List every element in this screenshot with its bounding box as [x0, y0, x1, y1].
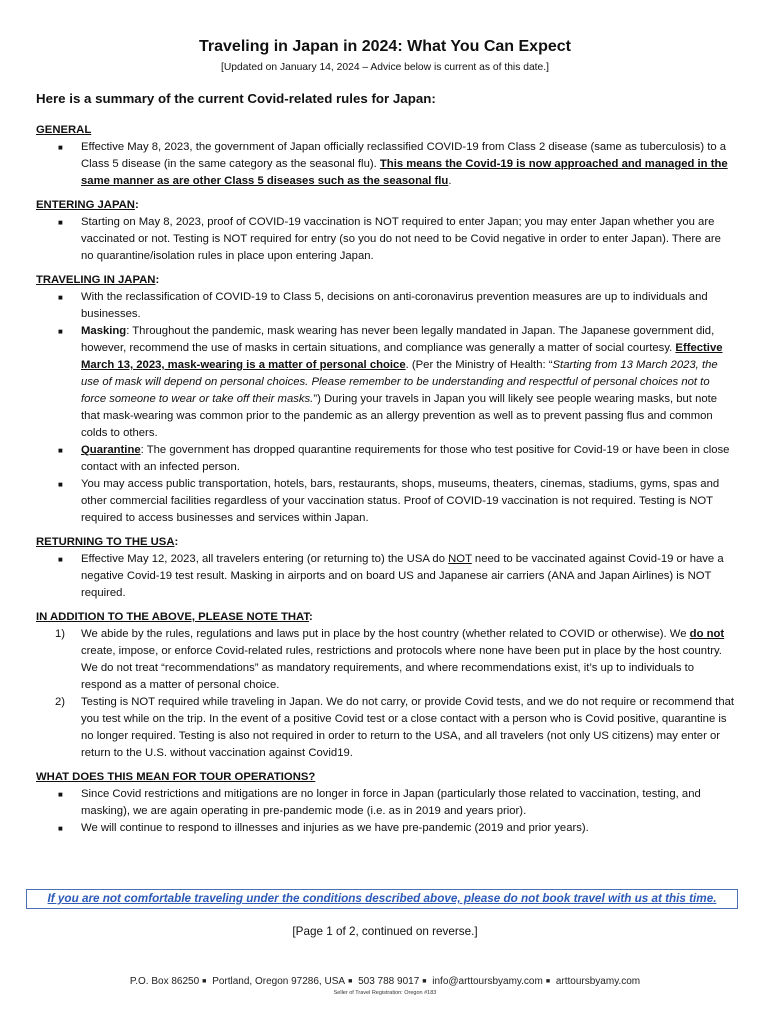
item-text: create, impose, or enforce Covid-related rules, restrictions and protocols where none have been put in place by the host country. We do not treat “recommendations” as mandatory requirements, and where recommendations exist, it’s up to individuals to respond as a matter of personal choice. [81, 645, 722, 691]
separator-square-icon: ■ [202, 978, 207, 985]
section-list [36, 289, 736, 527]
bullet-square-icon: ■ [58, 446, 63, 455]
item-text: Starting from 13 March 2023, the use of mask will depend on personal choices. Please remember to be understanding and respectful of personal choices not to force someone to wear or take off their masks. [81, 359, 718, 405]
list-item [36, 139, 736, 190]
item-text: Masking [81, 325, 127, 337]
item-text: . (Per the Ministry of Health: “ [405, 359, 553, 371]
section-heading-text: GENERAL [36, 124, 92, 136]
section-heading-suffix: : [174, 536, 179, 548]
contact-footer [0, 976, 770, 987]
booking-disclaimer: If you are not comfortable traveling under the conditions described above, please do not book travel with us at this time. [26, 889, 738, 909]
item-text: With the reclassification of COVID-19 to Class 5, decisions on anti-coronavirus prevention measures are up to individuals and businesses. [81, 291, 708, 320]
list-item [36, 694, 736, 762]
separator-square-icon: ■ [348, 978, 353, 985]
section [36, 534, 736, 602]
separator-square-icon: ■ [422, 978, 427, 985]
section-heading [36, 272, 736, 289]
bullet-square-icon: ■ [58, 218, 63, 227]
bullet-square-icon: ■ [58, 824, 63, 833]
summary-heading: Here is a summary of the current Covid-related rules for Japan: [36, 91, 436, 106]
footer-phone: 503 788 9017 [358, 976, 420, 987]
section-heading-suffix: : [134, 199, 139, 211]
item-text: Effective March 13, 2023, mask-wearing is a matter of personal choice [81, 342, 723, 371]
item-text: Since Covid restrictions and mitigations are no longer in force in Japan (particularly those related to vaccination, testing, and masking), we are again operating in pre-pandemic mode (i.e. as in 2019 and years prior). [81, 788, 701, 817]
list-item [36, 323, 736, 442]
section-heading [36, 769, 736, 786]
list-number: 2) [55, 696, 66, 708]
section-heading [36, 122, 736, 139]
document-title: Traveling in Japan in 2024: What You Can Expect [199, 38, 571, 55]
section-heading [36, 609, 736, 626]
list-item [36, 786, 736, 820]
list-item [36, 820, 736, 837]
footer-email-link[interactable]: info@arttoursbyamy.com [432, 976, 543, 987]
section-heading-text: RETURNING TO THE USA [36, 536, 175, 548]
list-number: 1) [55, 628, 66, 640]
bullet-square-icon: ■ [58, 293, 63, 302]
bullet-square-icon: ■ [58, 480, 63, 489]
section-list [36, 786, 736, 837]
section-list [36, 214, 736, 265]
section-heading-suffix: : [155, 274, 160, 286]
update-note: [Updated on January 14, 2024 – Advice below is current as of this date.] [221, 62, 549, 73]
section [36, 769, 736, 837]
list-item [36, 551, 736, 602]
section [36, 272, 736, 527]
item-text: ”) During your travels in Japan you will likely see people wearing masks, but note that mask-wearing was common prior to the pandemic as an allergy prevention as well as to prevent passing flus and common colds to others. [81, 393, 718, 439]
item-text: NOT [448, 553, 472, 565]
item-text: Effective May 12, 2023, all travelers entering (or returning to) the USA do [81, 553, 449, 565]
list-item [36, 476, 736, 527]
list-item [36, 214, 736, 265]
item-text: Testing is NOT required while traveling in Japan. We do not carry, or provide Covid tests, and we do not require or recommend that you test while on the trip. In the event of a positive Covid test or a close contact with a person who is Covid positive, quarantine is no longer required. Testing is also not required in order to return to the USA, and all travelers (not only US citizens) may enter or return to the U.S. without vaccination against Covid19. [81, 696, 735, 759]
section [36, 197, 736, 265]
item-text: Quarantine [81, 444, 141, 456]
footer-address-po: P.O. Box 86250 [129, 976, 200, 987]
item-text: Effective May 8, 2023, the government of Japan officially reclassified COVID-19 from Class 2 disease (same as tuberculosis) to a Class 5 disease (in the same category as the seasonal flu). [81, 141, 727, 170]
item-text: This means the Covid-19 is now approached and managed in the same manner as are other Class 5 diseases such as the seasonal flu [81, 158, 728, 187]
item-text: You may access public transportation, hotels, bars, restaurants, shops, museums, theaters, cinemas, stadiums, gyms, spas and other commercial facilities regardless of your vaccination status. Proof of COVID-19 vaccination is not required. Testing is NOT required to access businesses and services within Japan. [81, 478, 720, 524]
section [36, 609, 736, 762]
bullet-square-icon: ■ [58, 790, 63, 799]
section-heading-text: TRAVELING IN JAPAN [36, 274, 156, 286]
bullet-square-icon: ■ [58, 327, 63, 336]
item-text: : The government has dropped quarantine requirements for those who test positive for Covid-19 or have been in close contact with an infected person. [81, 444, 730, 473]
section-heading [36, 197, 736, 214]
seller-registration: Seller of Travel Registration: Oregon #183 [333, 990, 437, 996]
separator-square-icon: ■ [545, 978, 551, 985]
item-text: : Throughout the pandemic, mask wearing has never been legally mandated in Japan. The Japanese government did, however, recommend the use of masks in certain situations, and compliance was generally a matter of social courtesy. [81, 325, 715, 354]
sections-container [36, 122, 736, 844]
bullet-square-icon: ■ [58, 555, 63, 564]
list-item [36, 289, 736, 323]
list-item [36, 626, 736, 694]
item-text: . [448, 175, 452, 187]
section-heading [36, 534, 736, 551]
item-text: We will continue to respond to illnesses and injuries as we have pre-pandemic (2019 and prior years). [81, 822, 589, 834]
section-list [36, 551, 736, 602]
section-list [36, 139, 736, 190]
footer-address-city: Portland, Oregon 97286, USA [212, 976, 346, 987]
bullet-square-icon: ■ [58, 143, 63, 152]
section-heading-suffix: : [309, 611, 313, 623]
item-text: do not [689, 628, 725, 640]
list-item [36, 442, 736, 476]
section-heading-text: WHAT DOES THIS MEAN FOR TOUR OPERATIONS? [36, 771, 316, 783]
section [36, 122, 736, 190]
section-heading-text: IN ADDITION TO THE ABOVE, PLEASE NOTE THAT [36, 611, 310, 623]
page-continuation-note: [Page 1 of 2, continued on reverse.] [292, 925, 478, 938]
item-text: We abide by the rules, regulations and laws put in place by the host country (whether related to COVID or otherwise). We [81, 628, 690, 640]
section-heading-text: ENTERING JAPAN [36, 199, 135, 211]
section-list [36, 626, 736, 762]
item-text: need to be vaccinated against Covid-19 or have a negative Covid-19 test result. Masking in airports and on board US and Japanese air carriers (ANA and Japan Airlines) is NOT required. [81, 553, 724, 599]
item-text: Starting on May 8, 2023, proof of COVID-19 vaccination is NOT required to enter Japan; you may enter Japan whether you are vaccinated or not. Testing is NOT required for entry (so you do not need to be Covid negative in order to enter Japan). There are no quarantine/isolation rules in place upon entering Japan. [81, 216, 721, 262]
footer-website-link[interactable]: arttoursbyamy.com [555, 976, 641, 987]
